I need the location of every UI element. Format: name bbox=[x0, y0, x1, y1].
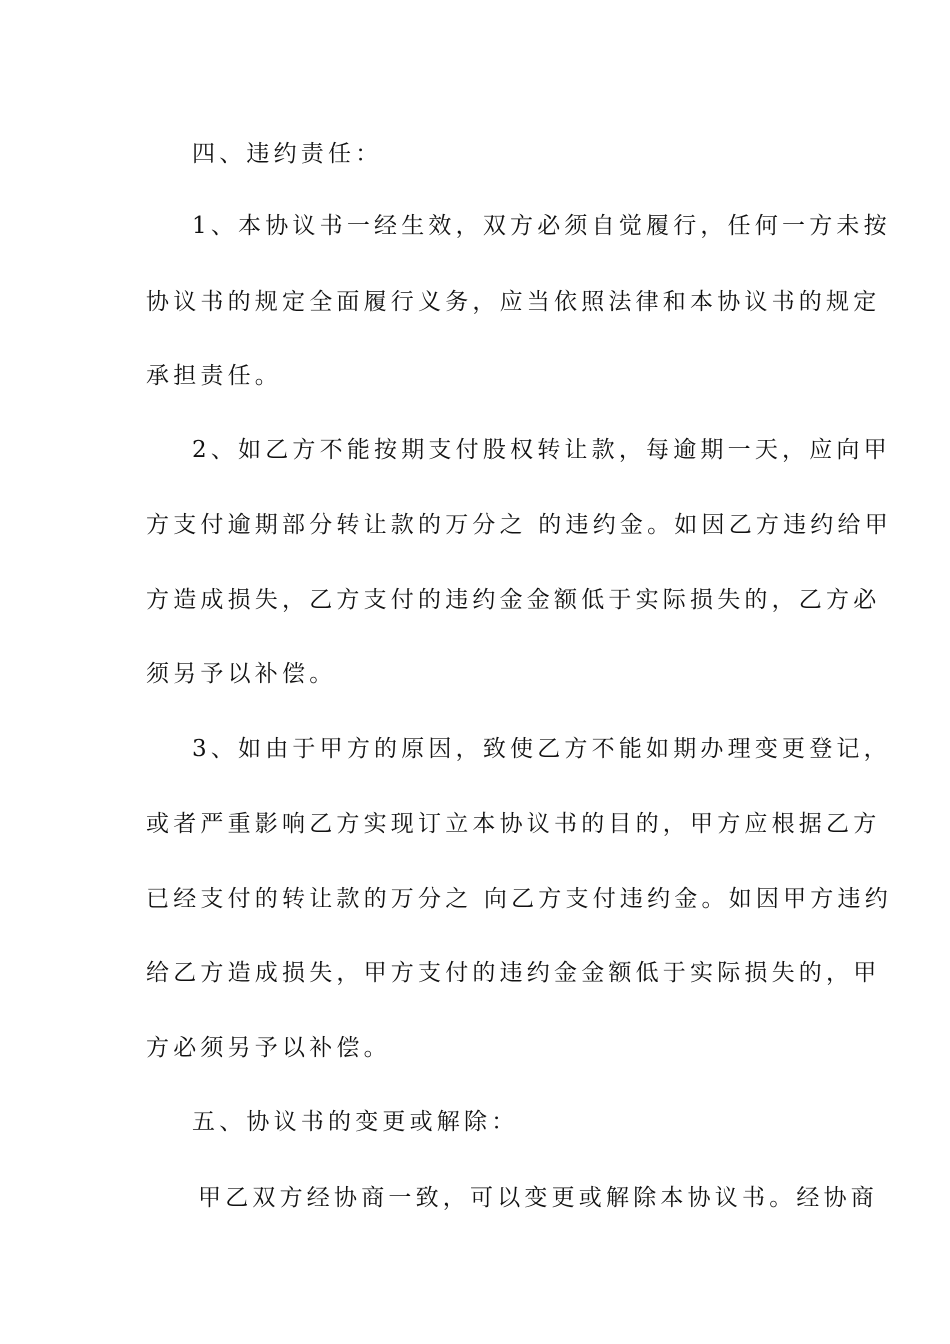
paragraph-line: 须另予以补偿。 bbox=[146, 661, 337, 687]
paragraph-line: 协议书的规定全面履行义务，应当依照法律和本协议书的规定 bbox=[146, 289, 881, 315]
section-heading-amendment: 五、协议书的变更或解除： bbox=[192, 1109, 519, 1135]
paragraph-line: 给乙方造成损失，甲方支付的违约金金额低于实际损失的，甲 bbox=[146, 960, 881, 986]
paragraph-line: 已经支付的转让款的万分之 向乙方支付违约金。如因甲方违约 bbox=[146, 886, 892, 912]
paragraph-line: 2、如乙方不能按期支付股权转让款，每逾期一天，应向甲 bbox=[192, 437, 891, 463]
paragraph-line: 承担责任。 bbox=[146, 363, 282, 389]
paragraph-line: 方支付逾期部分转让款的万分之 的违约金。如因乙方违约给甲 bbox=[146, 512, 892, 538]
paragraph-line: 方造成损失，乙方支付的违约金金额低于实际损失的，乙方必 bbox=[146, 587, 881, 613]
paragraph-line: 或者严重影响乙方实现订立本协议书的目的，甲方应根据乙方 bbox=[146, 811, 881, 837]
paragraph-line: 甲乙双方经协商一致，可以变更或解除本协议书。经协商 bbox=[198, 1185, 878, 1211]
paragraph-line: 1、本协议书一经生效，双方必须自觉履行，任何一方未按 bbox=[192, 213, 891, 239]
paragraph-line: 方必须另予以补偿。 bbox=[146, 1035, 391, 1061]
paragraph-line: 3、如由于甲方的原因，致使乙方不能如期办理变更登记， bbox=[192, 736, 891, 762]
section-heading-breach-liability: 四、违约责任： bbox=[192, 141, 383, 167]
